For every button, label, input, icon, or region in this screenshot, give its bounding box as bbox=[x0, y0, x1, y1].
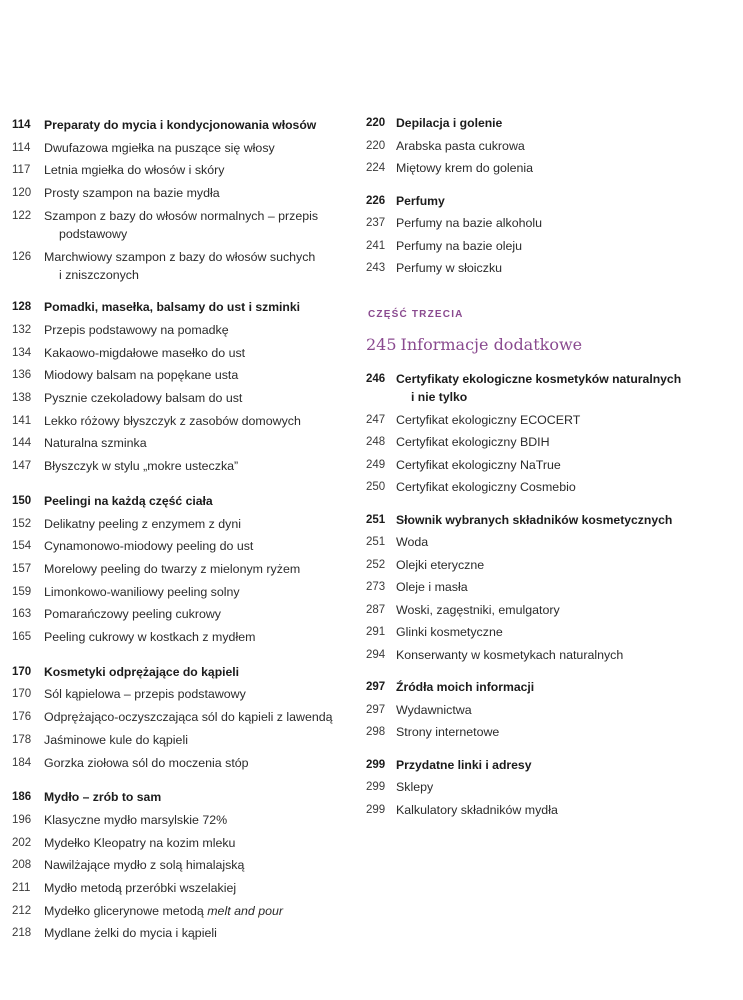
toc-entry bbox=[12, 708, 333, 726]
entry-page-number: 144 bbox=[12, 437, 32, 450]
toc-entry bbox=[12, 560, 300, 578]
toc-entry bbox=[12, 924, 217, 942]
entry-title bbox=[396, 601, 560, 619]
title-line: Gorzka ziołowa sól do moczenia stóp bbox=[44, 755, 249, 770]
title-line: Źródła moich informacji bbox=[396, 680, 535, 694]
title-line: Delikatny peeling z enzymem z dyni bbox=[44, 516, 241, 531]
toc-entry bbox=[366, 646, 623, 664]
title-line: Glinki kosmetyczne bbox=[396, 625, 503, 639]
entry-title bbox=[44, 924, 217, 942]
section-page-number: 128 bbox=[12, 301, 32, 314]
title-line: Certyfikat ekologiczny NaTrue bbox=[396, 457, 561, 472]
entry-title bbox=[396, 623, 503, 641]
section-heading bbox=[12, 788, 161, 806]
toc-entry bbox=[12, 856, 244, 874]
toc-entry bbox=[366, 411, 580, 429]
entry-page-number: 117 bbox=[12, 164, 31, 177]
section-title bbox=[396, 511, 672, 529]
entry-page-number: 157 bbox=[12, 562, 32, 575]
section-heading bbox=[12, 298, 300, 316]
toc-entry bbox=[366, 701, 472, 719]
title-line: Certyfikaty ekologiczne kosmetyków naturalnych bbox=[396, 372, 682, 386]
toc-entry bbox=[366, 801, 558, 819]
entry-title bbox=[44, 207, 318, 243]
entry-title bbox=[396, 723, 499, 741]
title-line: Jaśminowe kule do kąpieli bbox=[44, 732, 188, 747]
title-line: Klasyczne mydło marsylskie 72% bbox=[44, 812, 228, 827]
entry-page-number: 208 bbox=[12, 859, 32, 872]
toc-entry bbox=[366, 237, 522, 255]
title-line: Cynamonowo-miodowy peeling do ust bbox=[44, 539, 254, 554]
entry-title bbox=[44, 708, 333, 726]
toc-entry bbox=[12, 811, 227, 829]
title-line: Woda bbox=[396, 535, 429, 549]
title-line: Przydatne linki i adresy bbox=[396, 757, 532, 772]
title-line: Limonkowo-waniliowy peeling solny bbox=[44, 584, 240, 599]
toc-entry bbox=[12, 731, 188, 749]
entry-page-number: 224 bbox=[366, 162, 386, 174]
toc-entry bbox=[12, 834, 235, 852]
toc-entry bbox=[366, 259, 502, 277]
title-line: Odprężająco-oczyszczająca sól do kąpieli z lawendą bbox=[44, 710, 333, 725]
entry-title bbox=[44, 515, 241, 533]
entry-page-number: 237 bbox=[366, 217, 386, 229]
entry-title bbox=[396, 701, 472, 719]
toc-entry bbox=[12, 515, 241, 533]
entry-page-number: 159 bbox=[12, 585, 32, 598]
toc-entry bbox=[366, 433, 550, 451]
entry-title bbox=[44, 457, 238, 475]
section-page-number: 150 bbox=[12, 494, 32, 507]
entry-page-number: 147 bbox=[12, 460, 32, 473]
entry-title bbox=[396, 411, 580, 429]
title-line: Woski, zagęstniki, emulgatory bbox=[396, 602, 560, 617]
entry-title bbox=[396, 159, 533, 177]
toc-entry bbox=[366, 456, 561, 474]
toc-entry bbox=[366, 556, 484, 574]
entry-title bbox=[44, 685, 246, 703]
section-page-number: 226 bbox=[366, 194, 386, 207]
toc-entry bbox=[12, 344, 245, 362]
title-line: Sklepy bbox=[396, 780, 434, 794]
title-line: podstawowy bbox=[59, 226, 128, 241]
title-line: Kalkulatory składników mydła bbox=[396, 802, 558, 817]
entry-title bbox=[44, 902, 283, 920]
entry-title bbox=[44, 344, 245, 362]
toc-entry bbox=[366, 601, 560, 619]
section-title: Depilacja i golenie bbox=[396, 116, 503, 130]
section-heading bbox=[366, 114, 502, 132]
entry-page-number: 152 bbox=[12, 517, 32, 530]
section-heading bbox=[12, 116, 316, 134]
part-label: CZĘŚĆ TRZECIA bbox=[368, 309, 464, 320]
entry-page-number: 220 bbox=[366, 139, 386, 152]
entry-page-number: 212 bbox=[12, 904, 32, 917]
entry-page-number: 154 bbox=[12, 540, 32, 553]
title-line: Morelowy peeling do twarzy z mielonym ryżem bbox=[44, 561, 301, 576]
toc-entry bbox=[366, 137, 525, 155]
entry-title bbox=[396, 214, 542, 232]
toc-entry bbox=[12, 248, 315, 284]
toc-entry bbox=[366, 623, 503, 641]
title-line: Mydełko glicerynowe metodą melt and pour bbox=[44, 903, 283, 918]
title-line: Szampon z bazy do włosów normalnych – przepis bbox=[44, 208, 319, 223]
title-line: i nie tylko bbox=[411, 390, 468, 404]
entry-page-number: 249 bbox=[366, 458, 386, 471]
section-title: Peelingi na każdą część ciała bbox=[44, 493, 213, 508]
entry-page-number: 247 bbox=[366, 413, 386, 426]
section-heading bbox=[366, 511, 672, 529]
entry-page-number: 176 bbox=[12, 711, 32, 724]
entry-title bbox=[396, 533, 428, 551]
entry-page-number: 298 bbox=[366, 726, 386, 738]
title-line: Mydlane żelki do mycia i kąpieli bbox=[44, 926, 217, 941]
section-page-number: 297 bbox=[366, 681, 386, 693]
toc-entry bbox=[366, 478, 576, 496]
entry-page-number: 126 bbox=[12, 250, 32, 263]
toc-entry bbox=[12, 537, 253, 555]
entry-title bbox=[44, 754, 249, 772]
section-title: Pomadki, masełka, balsamy do ust i szminki bbox=[44, 300, 301, 315]
entry-page-number: 273 bbox=[366, 581, 386, 593]
entry-title bbox=[44, 834, 235, 852]
section-heading bbox=[12, 492, 213, 510]
toc-right-column bbox=[358, 0, 743, 1000]
entry-title bbox=[396, 646, 623, 664]
section-title: Preparaty do mycia i kondycjonowania włosów bbox=[44, 118, 317, 132]
entry-page-number: 251 bbox=[366, 536, 386, 548]
entry-title bbox=[44, 389, 242, 407]
entry-page-number: 134 bbox=[12, 346, 32, 359]
entry-page-number: 252 bbox=[366, 558, 386, 571]
title-line: Lekko różowy błyszczyk z zasobów domowych bbox=[44, 413, 301, 428]
toc-entry bbox=[12, 139, 275, 157]
entry-page-number: 299 bbox=[366, 781, 386, 793]
section-heading bbox=[12, 663, 239, 681]
entry-title bbox=[396, 778, 433, 796]
entry-title bbox=[396, 456, 561, 474]
entry-page-number: 114 bbox=[12, 141, 31, 154]
entry-page-number: 163 bbox=[12, 608, 32, 621]
toc-entry bbox=[12, 434, 147, 452]
entry-page-number: 138 bbox=[12, 392, 32, 404]
title-line: Mydło metodą przeróbki wszelakiej bbox=[44, 881, 237, 895]
toc-entry bbox=[12, 366, 238, 384]
title-line: Certyfikat ekologiczny ECOCERT bbox=[396, 412, 581, 427]
entry-title bbox=[44, 248, 315, 284]
title-line: Sól kąpielowa – przepis podstawowy bbox=[44, 687, 246, 702]
title-line: Prosty szampon na bazie mydła bbox=[44, 186, 220, 201]
toc-entry bbox=[12, 879, 236, 897]
title-line: Naturalna szminka bbox=[44, 436, 147, 451]
section-page-number: 186 bbox=[12, 791, 32, 804]
entry-title bbox=[44, 366, 238, 384]
entry-page-number: 165 bbox=[12, 631, 32, 643]
toc-entry bbox=[12, 583, 240, 601]
entry-title bbox=[44, 879, 236, 897]
toc-entry bbox=[12, 161, 224, 179]
entry-page-number: 299 bbox=[366, 803, 386, 816]
toc-entry bbox=[12, 902, 283, 920]
section-page-number: 299 bbox=[366, 758, 386, 771]
title-line: Nawilżające mydło z solą himalajską bbox=[44, 858, 245, 873]
entry-page-number: 241 bbox=[366, 239, 386, 252]
title-line: Oleje i masła bbox=[396, 580, 468, 594]
section-title bbox=[396, 370, 681, 406]
section-page-number: 251 bbox=[366, 513, 386, 526]
entry-page-number: 122 bbox=[12, 209, 32, 222]
entry-page-number: 287 bbox=[366, 603, 386, 616]
entry-page-number: 136 bbox=[12, 369, 32, 382]
toc-entry bbox=[12, 389, 242, 407]
toc-entry bbox=[12, 605, 221, 623]
title-line: Marchwiowy szampon z bazy do włosów suchych bbox=[44, 249, 316, 264]
toc-entry bbox=[366, 723, 499, 741]
entry-page-number: 120 bbox=[12, 187, 32, 200]
section-title: Perfumy bbox=[396, 193, 445, 208]
title-line: Perfumy na bazie oleju bbox=[396, 238, 523, 253]
title-line: Certyfikat ekologiczny BDIH bbox=[396, 435, 550, 449]
entry-page-number: 178 bbox=[12, 733, 32, 746]
section-title: Mydło – zrób to sam bbox=[44, 790, 162, 805]
entry-title bbox=[396, 433, 550, 451]
toc-entry bbox=[12, 321, 229, 339]
entry-page-number: 291 bbox=[366, 626, 386, 638]
entry-page-number: 132 bbox=[12, 323, 32, 336]
toc-entry bbox=[366, 578, 468, 596]
entry-title bbox=[396, 259, 502, 277]
section-heading bbox=[366, 192, 445, 210]
entry-title bbox=[44, 161, 224, 179]
entry-page-number: 170 bbox=[12, 688, 32, 701]
entry-title bbox=[44, 605, 221, 623]
italic-term: melt and pour bbox=[207, 903, 283, 918]
toc-entry bbox=[366, 778, 433, 796]
entry-title bbox=[396, 137, 525, 155]
part-page-number: 245 bbox=[366, 335, 397, 354]
section-page-number: 220 bbox=[366, 117, 386, 129]
entry-title bbox=[396, 478, 576, 496]
title-line: Peeling cukrowy w kostkach z mydłem bbox=[44, 630, 256, 644]
toc-entry bbox=[12, 457, 238, 475]
toc-entry bbox=[12, 754, 249, 772]
toc-entry bbox=[12, 628, 255, 646]
section-title: Kosmetyki odprężające do kąpieli bbox=[44, 664, 240, 679]
entry-title bbox=[44, 583, 240, 601]
section-heading bbox=[366, 370, 681, 406]
entry-title bbox=[44, 184, 220, 202]
section-page-number: 170 bbox=[12, 665, 32, 678]
title-line: Błyszczyk w stylu „mokre usteczka” bbox=[44, 459, 239, 474]
entry-title bbox=[44, 139, 275, 157]
section-page-number: 246 bbox=[366, 373, 386, 385]
entry-page-number: 218 bbox=[12, 927, 32, 940]
toc-entry bbox=[366, 214, 542, 232]
title-line: Przepis podstawowy na pomadkę bbox=[44, 322, 229, 337]
entry-title bbox=[396, 578, 468, 596]
entry-title bbox=[44, 321, 229, 339]
entry-title bbox=[44, 537, 253, 555]
title-line: Letnia mgiełka do włosów i skóry bbox=[44, 163, 225, 178]
entry-page-number: 297 bbox=[366, 703, 386, 716]
toc-entry bbox=[12, 685, 246, 703]
title-line: Strony internetowe bbox=[396, 725, 500, 739]
section-heading bbox=[366, 678, 534, 696]
title-line: Certyfikat ekologiczny Cosmebio bbox=[396, 480, 576, 494]
section-page-number: 114 bbox=[12, 119, 31, 131]
entry-page-number: 243 bbox=[366, 262, 386, 274]
entry-title bbox=[44, 811, 227, 829]
title-line: Konserwanty w kosmetykach naturalnych bbox=[396, 647, 624, 662]
entry-page-number: 250 bbox=[366, 481, 386, 493]
title-line: Perfumy na bazie alkoholu bbox=[396, 216, 543, 230]
entry-page-number: 141 bbox=[12, 414, 32, 427]
entry-title bbox=[44, 731, 188, 749]
title-line: Miętowy krem do golenia bbox=[396, 161, 534, 175]
title-line: Miodowy balsam na popękane usta bbox=[44, 368, 239, 383]
toc-entry bbox=[12, 412, 301, 430]
title-line: Słownik wybranych składników kosmetycznych bbox=[396, 512, 673, 527]
title-line: i zniszczonych bbox=[59, 267, 139, 282]
section-title bbox=[396, 756, 531, 774]
entry-title bbox=[44, 434, 147, 452]
entry-page-number: 184 bbox=[12, 756, 32, 769]
toc-left-column bbox=[0, 0, 350, 1000]
title-line: Pysznie czekoladowy balsam do ust bbox=[44, 391, 243, 405]
entry-page-number: 211 bbox=[12, 882, 31, 894]
toc-entry bbox=[366, 159, 533, 177]
entry-title bbox=[396, 556, 484, 574]
title-line: Kakaowo-migdałowe masełko do ust bbox=[44, 345, 246, 360]
entry-page-number: 294 bbox=[366, 648, 386, 661]
title-line: Olejki eteryczne bbox=[396, 557, 485, 572]
toc-entry bbox=[12, 184, 220, 202]
toc-entry bbox=[366, 533, 428, 551]
title-line: Perfumy w słoiczku bbox=[396, 261, 503, 275]
entry-page-number: 196 bbox=[12, 813, 32, 826]
toc-entry bbox=[12, 207, 318, 243]
entry-title bbox=[44, 856, 244, 874]
entry-title bbox=[44, 628, 255, 646]
title-line: Wydawnictwa bbox=[396, 702, 472, 717]
entry-title bbox=[44, 560, 300, 578]
entry-page-number: 248 bbox=[366, 436, 386, 448]
section-title bbox=[396, 678, 534, 696]
entry-title bbox=[396, 237, 522, 255]
part-title-text: Informacje dodatkowe bbox=[400, 335, 583, 354]
entry-title bbox=[44, 412, 301, 430]
title-line: Mydełko Kleopatry na kozim mleku bbox=[44, 835, 236, 850]
part-title bbox=[366, 335, 582, 354]
entry-title bbox=[396, 801, 558, 819]
section-heading bbox=[366, 756, 531, 774]
title-line: Pomarańczowy peeling cukrowy bbox=[44, 607, 221, 622]
title-line: Dwufazowa mgiełka na puszące się włosy bbox=[44, 140, 275, 155]
entry-page-number: 202 bbox=[12, 836, 32, 849]
title-line: Arabska pasta cukrowa bbox=[396, 138, 525, 153]
